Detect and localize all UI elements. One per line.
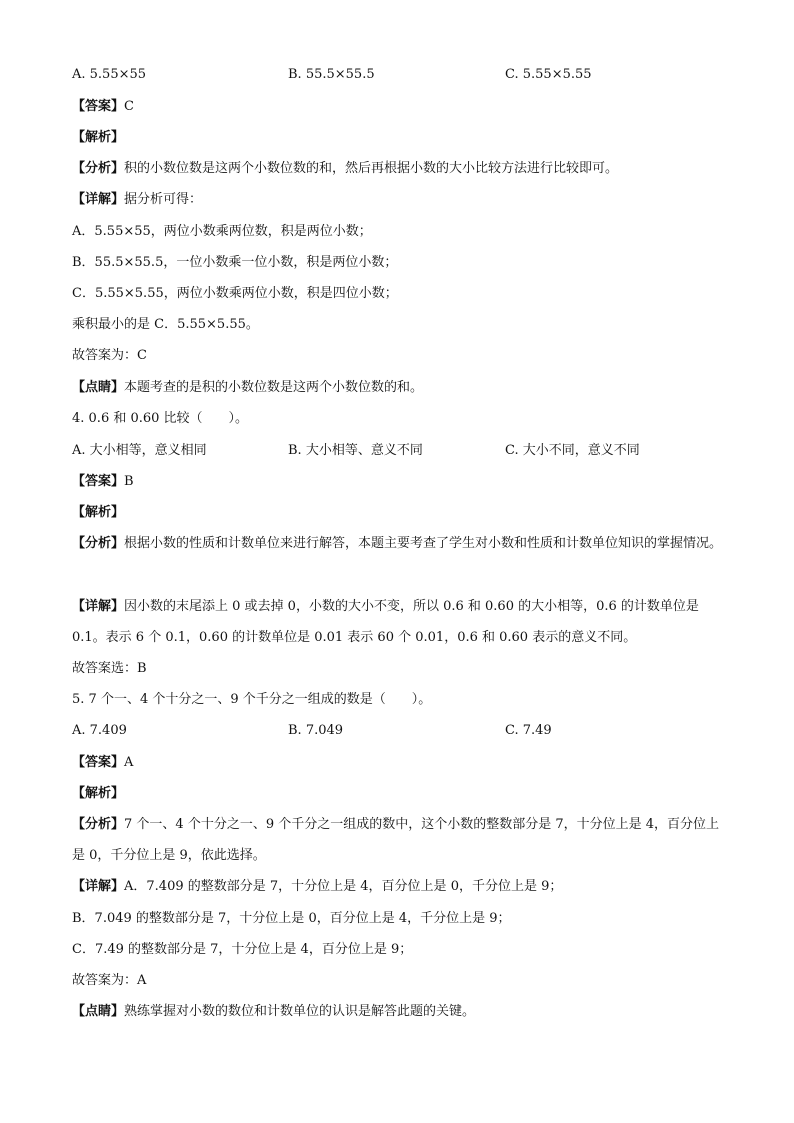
q5-answer: 【答案】A (72, 755, 134, 770)
q3-analysis: 【分析】积的小数位数是这两个小数位数的和，然后再根据小数的大小比较方法进行比较即可。 (72, 161, 619, 176)
q3-option-c: C. 5.55×5.55 (505, 67, 592, 82)
answer-value: C (124, 99, 134, 114)
q5-stem: 5. 7 个一、4 个十分之一、9 个千分之一组成的数是（ ）。 (72, 692, 432, 707)
q4-option-a: A. 大小相等，意义相同 (72, 443, 207, 458)
q3-answer (72, 98, 724, 116)
q5-analysis: 【分析】7 个一、4 个十分之一、9 个千分之一组成的数中，这个小数的整数部分是 7，十分位上是 4，百分位上是 0，千分位上是 9，依此选择。 (72, 817, 720, 863)
q3-detail: 【详解】据分析可得： (72, 192, 203, 207)
q3-conclusion: 故答案为：C (72, 348, 147, 363)
q5-conclusion: 故答案为：A (72, 973, 147, 988)
q4-analysis: 【分析】根据小数的性质和计数单位来进行解答，本题主要考查了学生对小数和性质和计数单位知识的掌握情况。 (72, 536, 723, 551)
q5-option-b: B. 7.049 (288, 723, 344, 738)
q3-detail-line: A．5.55×55，两位小数乘两位数，积是两位小数； (72, 224, 372, 239)
q3-detail-line: B．55.5×55.5，一位小数乘一位小数，积是两位小数； (72, 255, 398, 270)
q5-option-a: A. 7.409 (72, 723, 127, 738)
q4-jiexi: 【解析】 (72, 505, 125, 520)
q4-answer: 【答案】B (72, 474, 134, 489)
q3-option-b: B. 55.5×55.5 (288, 67, 375, 82)
q5-option-c: C. 7.49 (505, 723, 552, 738)
q4-option-c: C. 大小不同，意义不同 (505, 443, 640, 458)
q5-detail: 【详解】A．7.409 的整数部分是 7，十分位上是 4，百分位上是 0，千分位上是 9； (72, 879, 563, 894)
q5-detail-line: C．7.49 的整数部分是 7，十分位上是 4，百分位上是 9； (72, 942, 413, 957)
answer-tag: 【答案】 (72, 99, 125, 114)
q5-jiexi: 【解析】 (72, 786, 125, 801)
q4-stem: 4. 0.6 和 0.60 比较（ ）。 (72, 411, 249, 426)
q5-detail-line: B．7.049 的整数部分是 7，十分位上是 0，百分位上是 4，千分位上是 9； (72, 911, 511, 926)
q4-option-b: B. 大小相等、意义不同 (288, 443, 423, 458)
q3-option-a: A. 5.55×55 (72, 67, 147, 82)
q4-conclusion: 故答案选：B (72, 661, 147, 676)
q3-jiexi: 【解析】 (72, 130, 125, 145)
q4-detail: 【详解】因小数的末尾添上 0 或去掉 0，小数的大小不变，所以 0.6 和 0.60 的大小相等，0.6 的计数单位是 0.1。表示 6 个 0.1，0.60 的计数单位是 0.01 表示 60 个 0.01，0.6 和 0.60 表示的意义不同。 (72, 599, 699, 645)
q3-detail-line: C．5.55×5.55，两位小数乘两位小数，积是四位小数； (72, 286, 398, 301)
q5-point: 【点睛】熟练掌握对小数的数位和计数单位的认识是解答此题的关键。 (72, 1004, 476, 1019)
q3-detail-line: 乘积最小的是 C．5.55×5.55。 (72, 317, 259, 332)
q3-point: 【点睛】本题考查的是积的小数位数是这两个小数位数的和。 (72, 380, 424, 395)
